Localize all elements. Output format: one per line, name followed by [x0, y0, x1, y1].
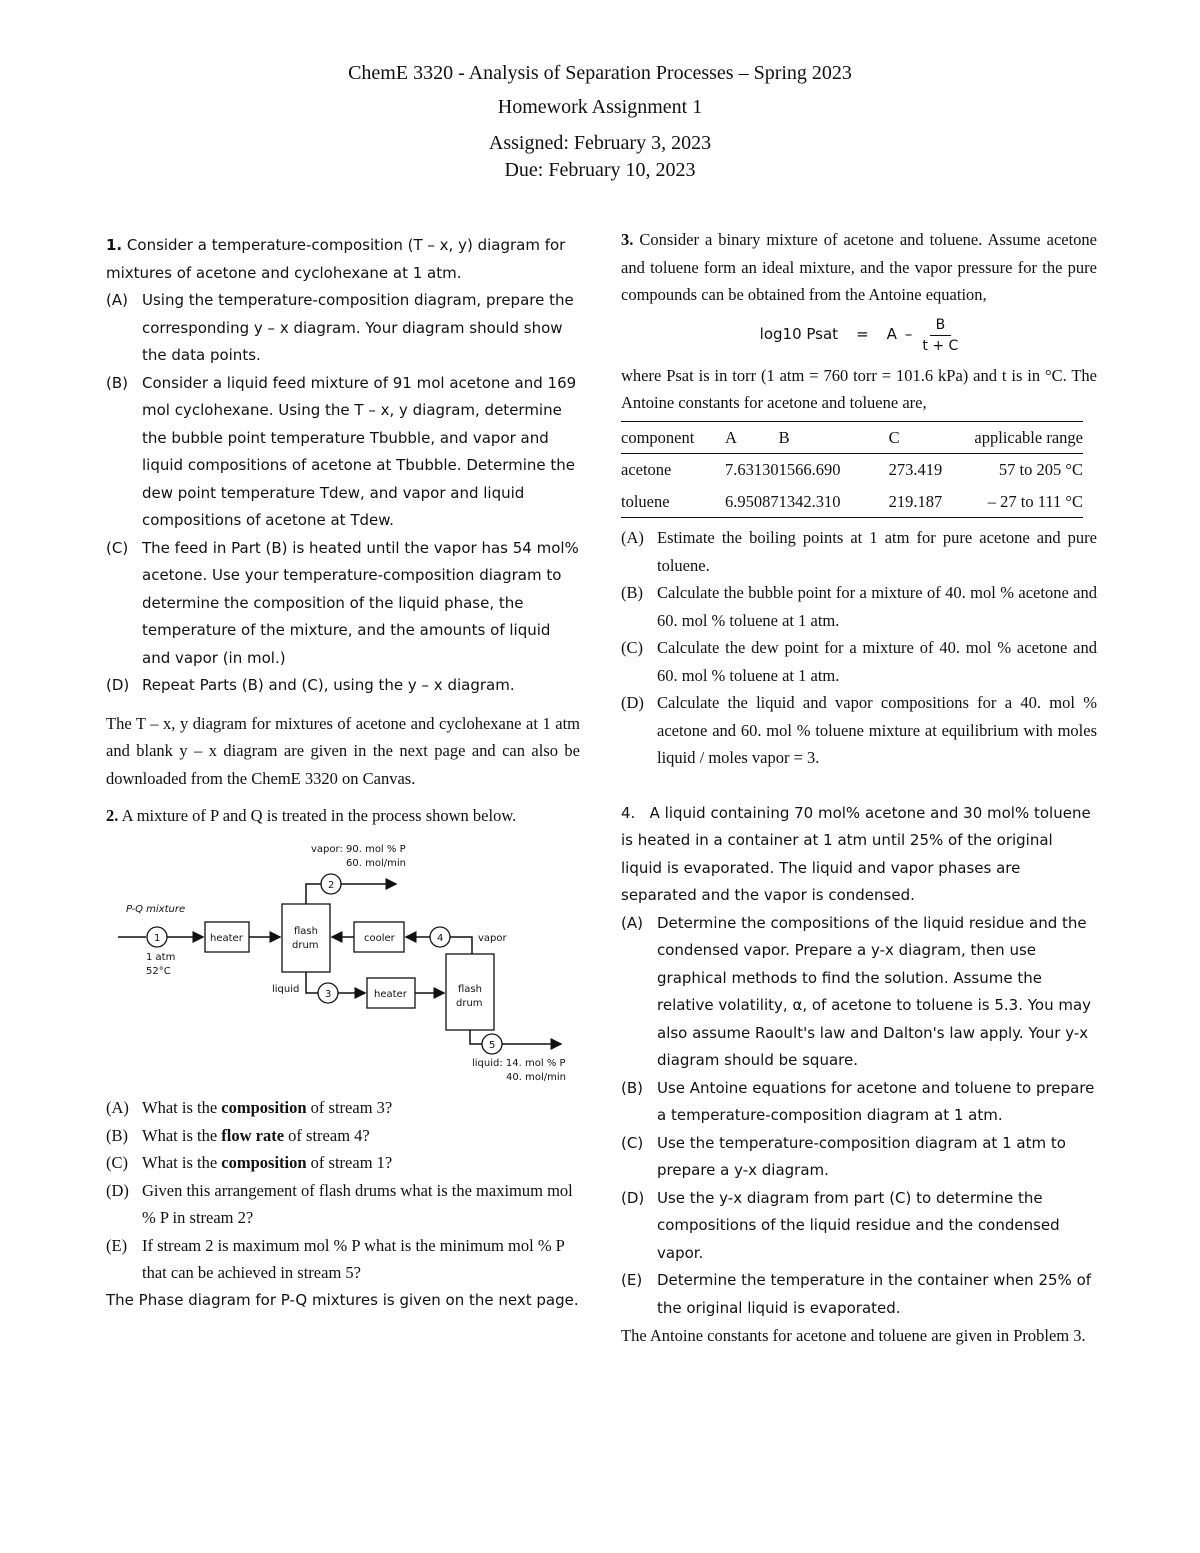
- list-item: [621, 634, 1097, 689]
- part-text: Calculate the liquid and vapor compositions for a 40. mol % acetone and 60. mol % toluene mixture at equilibrium with moles liquid / moles vapor = 3.: [657, 693, 1097, 767]
- table-header-a: A: [725, 427, 737, 447]
- stream-5-label: 5: [489, 1039, 496, 1051]
- part-text-pre: What is the: [142, 1098, 222, 1117]
- liquid-out-label-1: liquid: 14. mol % P: [472, 1057, 566, 1069]
- list-item: [621, 1267, 1097, 1322]
- part-label: (B): [621, 1078, 643, 1097]
- problem-1-number: 1.: [106, 236, 123, 254]
- problem-4-intro: [621, 800, 1097, 910]
- table-header-range: applicable range: [974, 427, 1083, 447]
- problem-2-note: The Phase diagram for P-Q mixtures is given on the next page.: [106, 1290, 579, 1309]
- part-text-pre: Given this arrangement of flash drums what is the maximum mol % P in stream 2?: [142, 1180, 573, 1227]
- equation-fraction: [922, 315, 958, 356]
- part-label: (C): [106, 1153, 128, 1172]
- part-label: (D): [106, 676, 130, 694]
- part-label: (C): [621, 1133, 644, 1152]
- list-item: [621, 579, 1097, 634]
- part-label: (D): [621, 1188, 645, 1207]
- table-cell: toluene: [621, 491, 670, 511]
- problem-1-parts: [106, 287, 580, 700]
- part-text: Using the temperature-composition diagram, prepare the corresponding y – x diagram. Your diagram should show the data points.: [142, 291, 574, 364]
- stream-3-label: 3: [325, 988, 332, 1000]
- antoine-table: [621, 421, 1083, 519]
- list-item: [106, 1177, 580, 1232]
- part-label: (B): [106, 1125, 128, 1145]
- header: [0, 58, 1200, 184]
- part-label: (A): [106, 1098, 129, 1117]
- problem-2-intro-text: A mixture of P and Q is treated in the process shown below.: [121, 806, 517, 825]
- part-text: The feed in Part (B) is heated until the vapor has 54 mol% acetone. Use your temperature-composition diagram to determine the composition of the liquid phase, the temperature of the mixture, and the amounts of liquid and vapor (in mol.): [142, 538, 579, 667]
- problem-4-number: 4.: [621, 803, 636, 822]
- antoine-table-header: [621, 421, 1083, 454]
- list-item: [621, 1185, 1097, 1268]
- list-item: [106, 370, 580, 535]
- part-text-pre: What is the: [142, 1125, 222, 1145]
- flash-drum-2-label-1: flash: [458, 983, 482, 995]
- part-text: [142, 1122, 580, 1150]
- flash-drum-1-label-1: flash: [294, 925, 318, 937]
- table-cell: 273.419: [888, 460, 943, 479]
- part-text: Repeat Parts (B) and (C), using the y – x diagram.: [142, 676, 515, 694]
- flash-drum-1-label-2: drum: [292, 939, 319, 951]
- list-item: [621, 1130, 1097, 1185]
- part-label: (B): [621, 583, 643, 602]
- part-text: Calculate the dew point for a mixture of 40. mol % acetone and 60. mol % toluene at 1 atm.: [657, 638, 1097, 685]
- problem-1-intro-text: Consider a temperature-composition (T – x, y) diagram for mixtures of acetone and cyclohexane at 1 atm.: [106, 236, 566, 282]
- part-text: Use Antoine equations for acetone and toluene to prepare a temperature-composition diagram at 1 atm.: [657, 1078, 1095, 1124]
- heater-1-label: heater: [210, 932, 243, 944]
- cooler-label: cooler: [364, 932, 395, 944]
- stream-1-label: 1: [154, 932, 161, 944]
- stream-4-line: [450, 937, 472, 954]
- part-text-post: of stream 1?: [306, 1153, 393, 1172]
- stream-4-label: 4: [437, 932, 444, 944]
- equation-denominator: t + C: [922, 337, 959, 354]
- part-text: Determine the temperature in the container when 25% of the original liquid is evaporated.: [657, 1271, 1092, 1317]
- list-item: [621, 524, 1097, 579]
- table-row: [621, 454, 1083, 486]
- part-text: Use the y-x diagram from part (C) to determine the compositions of the liquid residue and the condensed vapor.: [657, 1188, 1060, 1262]
- part-text-bold: composition: [221, 1098, 307, 1117]
- part-label: (D): [106, 1180, 129, 1200]
- list-item: [621, 910, 1097, 1075]
- stream-2-line-a: [306, 884, 321, 904]
- flash-drum-2-label-2: drum: [456, 997, 483, 1009]
- problem-4-parts: [621, 910, 1097, 1323]
- problem-3-intro-text: Consider a binary mixture of acetone and toluene. Assume acetone and toluene form an ideal mixture, and the vapor pressure for the pure compounds can be obtained from the Antoine equation,: [621, 230, 1097, 304]
- problem-3-intro: [621, 226, 1097, 309]
- problem-4-note: The Antoine constants for acetone and toluene are given in Problem 3.: [621, 1326, 1086, 1345]
- list-item: [106, 1232, 580, 1287]
- feed-label: P-Q mixture: [126, 903, 186, 915]
- part-text-bold: flow rate: [221, 1125, 285, 1145]
- equation-lhs: log10 Psat: [759, 325, 839, 344]
- heater-2-label: heater: [374, 988, 407, 1000]
- equation-equals: =: [856, 325, 869, 344]
- part-text-pre: What is the: [142, 1153, 222, 1172]
- part-label: (C): [621, 638, 643, 657]
- stream-3-line: [306, 972, 318, 993]
- right-column: [621, 226, 1097, 1350]
- part-text-post: of stream 4?: [284, 1125, 370, 1145]
- part-text-post: of stream 3?: [306, 1098, 393, 1117]
- part-label: (B): [106, 373, 128, 392]
- problem-1-intro: [106, 232, 580, 287]
- table-cell: 6.95087: [725, 491, 779, 511]
- list-item: [106, 1122, 580, 1150]
- list-item: [106, 287, 580, 370]
- table-cell: 1342.310: [778, 491, 841, 511]
- part-text: [142, 1149, 580, 1177]
- problem-2-number: 2.: [106, 806, 119, 825]
- liquid-out-label-2: 40. mol/min: [506, 1071, 566, 1083]
- part-text-pre: If stream 2 is maximum mol % P what is the minimum mol % P that can be achieved in stream 5?: [142, 1235, 565, 1282]
- table-row: [621, 486, 1083, 518]
- table-cell: – 27 to 111 °C: [987, 491, 1083, 511]
- table-header-b: B: [778, 427, 790, 447]
- flash-drum-1-box: [282, 904, 330, 972]
- problem-3-where: where Psat is in torr (1 atm = 760 torr = 101.6 kPa) and t is in °C. The Antoine constants for acetone and toluene are,: [621, 365, 1097, 412]
- list-item: [106, 535, 580, 673]
- part-text: Consider a liquid feed mixture of 91 mol acetone and 169 mol cyclohexane. Using the T – x, y diagram, determine the bubble point temperature Tbubble, and vapor and liquid compositions of acetone at Tbubble. Determine the dew point temperature Tdew, and vapor and liquid compositions of acetone at Tdew.: [142, 373, 577, 529]
- table-header-component: component: [621, 427, 695, 447]
- course-title: ChemE 3320 - Analysis of Separation Processes – Spring 2023: [348, 62, 852, 84]
- part-label: (A): [621, 913, 643, 932]
- problem-2-intro: [106, 802, 580, 830]
- problem-2-parts: [106, 1094, 580, 1287]
- equation-numerator: B: [930, 315, 952, 336]
- problem-1-note: The T – x, y diagram for mixtures of acetone and cyclohexane at 1 atm and blank y – x diagram are given in the next page and can also be downloaded from the ChemE 3320 on Canvas.: [106, 713, 580, 788]
- part-label: (E): [106, 1235, 128, 1255]
- table-cell: 1566.690: [778, 460, 841, 479]
- table-cell: 7.63130: [725, 460, 779, 479]
- table-cell: 219.187: [888, 491, 943, 511]
- process-diagram: [106, 834, 580, 1093]
- equation-a: A: [886, 325, 897, 344]
- part-text-bold: composition: [221, 1153, 307, 1172]
- part-text: [142, 1094, 580, 1122]
- list-item: [621, 1075, 1097, 1130]
- part-label: (E): [621, 1271, 643, 1289]
- list-item: [621, 689, 1097, 772]
- table-header-c: C: [888, 427, 900, 447]
- due-date: Due: February 10, 2023: [504, 159, 696, 181]
- stream-2-label: 2: [328, 879, 335, 891]
- vapor-label: vapor: [478, 932, 507, 944]
- feed-condition-2: 52°C: [146, 965, 171, 977]
- list-item: [106, 672, 580, 700]
- table-cell: 57 to 205 °C: [998, 460, 1083, 479]
- left-column: [106, 232, 580, 1314]
- feed-condition-1: 1 atm: [146, 951, 176, 963]
- stream-5-line: [470, 1030, 482, 1044]
- problem-3-number: 3.: [621, 230, 634, 249]
- part-text: [142, 1177, 580, 1232]
- problem-3-parts: [621, 524, 1097, 772]
- problem-4-intro-text: A liquid containing 70 mol% acetone and 30 mol% toluene is heated in a container at 1 atm until 25% of the original liquid is evaporated. The liquid and vapor phases are separated and the vapor is condensed.: [621, 803, 1091, 904]
- liquid-label: liquid: [272, 983, 300, 995]
- part-text: Determine the compositions of the liquid residue and the condensed vapor. Prepare a y-x diagram, then use graphical methods to find the solution. Assume the relative volatility, α, of acetone to toluene is 5.3. You may also assume Raoult's law and Dalton's law apply. Your y-x diagram should be square.: [657, 913, 1092, 1069]
- part-label: (A): [106, 291, 128, 309]
- assignment-title: Homework Assignment 1: [497, 96, 703, 118]
- antoine-equation: [621, 315, 1097, 356]
- assigned-date: Assigned: February 3, 2023: [488, 132, 712, 154]
- list-item: [106, 1149, 580, 1177]
- part-label: (A): [621, 528, 644, 547]
- part-label: (D): [621, 693, 644, 712]
- part-text: Calculate the bubble point for a mixture of 40. mol % acetone and 60. mol % toluene at 1 atm.: [657, 583, 1097, 630]
- list-item: [106, 1094, 580, 1122]
- part-label: (C): [106, 538, 129, 557]
- part-text: Estimate the boiling points at 1 atm for pure acetone and pure toluene.: [657, 528, 1097, 575]
- vapor-top-label-2: 60. mol/min: [346, 857, 406, 869]
- part-text: [142, 1232, 580, 1287]
- process-flow-svg: [106, 834, 580, 1084]
- table-cell: acetone: [621, 460, 672, 479]
- equation-minus: –: [904, 325, 913, 344]
- vapor-top-label-1: vapor: 90. mol % P: [311, 843, 406, 855]
- part-text: Use the temperature-composition diagram at 1 atm to prepare a y-x diagram.: [657, 1133, 1066, 1179]
